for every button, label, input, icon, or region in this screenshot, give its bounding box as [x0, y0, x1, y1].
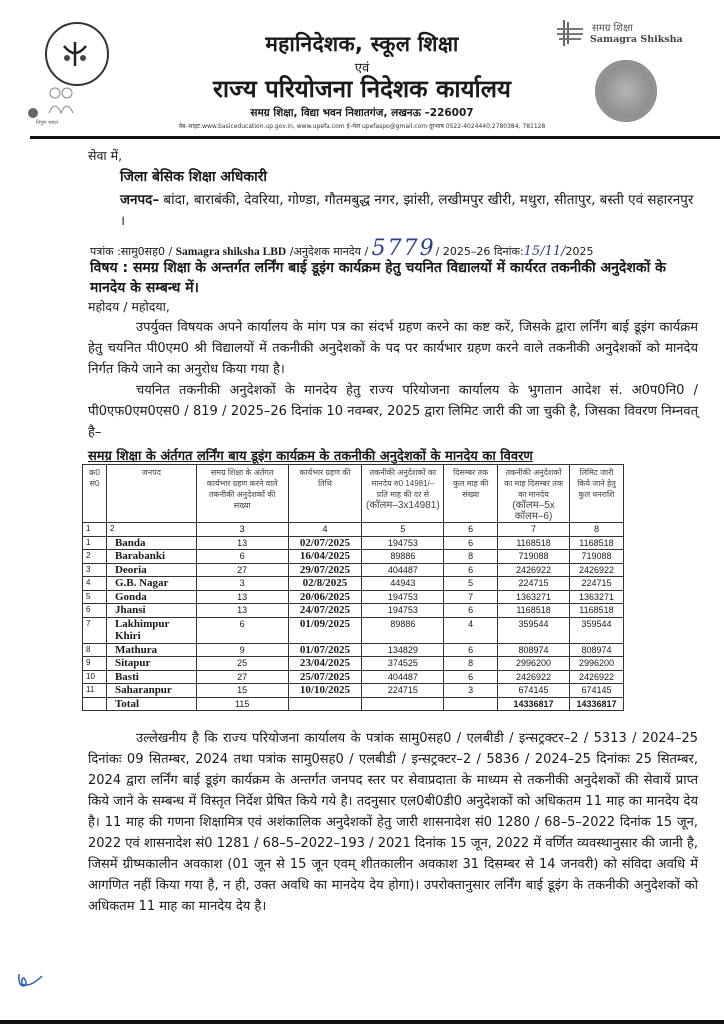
salutation-to: सेवा में,	[88, 148, 123, 163]
addressee-designation: जिला बेसिक शिक्षा अधिकारी	[120, 169, 268, 185]
total-honorarium: 14336817	[498, 697, 570, 711]
commemorative-seal	[595, 60, 657, 122]
column-number-row: 1 2 3 4 5 6 7 8	[83, 523, 624, 537]
office-title-line2: राज्य परियोजना निदेशक कार्यालय	[213, 75, 511, 103]
header-instructor-count: समग्र शिक्षा के अंर्तगत कार्यभार ग्रहण करने वाले तकनीकी अनुदेशकों की संख्या	[196, 465, 288, 523]
header-months-count: दिसम्बर तक कुल माह की संख्या	[444, 465, 498, 523]
total-limit: 14336817	[569, 697, 623, 711]
header-monthly-honorarium: तकनीकी अनुदेशकों का मानदेय रु0 14981/– प्रति माह की दर से (कॉलम–3x14981)	[362, 465, 444, 523]
handwritten-letter-date: 15/11/	[523, 244, 566, 259]
table-row: 8 Mathura 9 01/07/2025 134829 6 808974 808974	[83, 643, 624, 657]
table-row: 10 Basti 27 25/07/2025 404487 6 2426922 2426922	[83, 670, 624, 684]
header-divider	[30, 136, 720, 139]
samagra-shiksha-english-label: Samagra Shiksha	[590, 34, 683, 45]
samagra-shiksha-hindi-label: समग्र शिक्षा	[592, 23, 633, 34]
total-label: Total	[106, 697, 196, 711]
table-row: 5 Gonda 13 20/06/2025 194753 7 1363271 1363271	[83, 590, 624, 604]
salutation: महोदय / महोदया,	[88, 299, 170, 314]
header-honorarium-till-december: तकनीकी अनुदेशकों का माह दिसम्बर तक का मानदेय (कॉलम–5x कॉलम–6)	[498, 465, 570, 523]
office-contact-details: वेब–साइट:www.basiceducation.up.gov.in, www.upefa.com ई–मेल upefaspo@gmail.com दूरभाष 0522-4024440,2780384, 781128	[178, 123, 546, 130]
reference-year: / 2025–26 दिनांक:	[435, 245, 524, 258]
table-header-row	[83, 465, 624, 523]
reference-prefix: पत्रांक :सामु0सह0 /	[90, 245, 176, 258]
initials-signature-icon	[16, 968, 46, 990]
office-title-conjunction: एवं	[354, 61, 370, 76]
table-total-row	[83, 697, 624, 711]
reference-date-year: 2025	[565, 245, 594, 258]
body-paragraph-2: चयनित तकनीकी अनुदेशकों के मानदेय हेतु राज्य परियोजना कार्यालय के भुगतान आदेश सं. अ0प0नि0 / पी0एफ0एम0एस0 / 819 / 2025–26 दिनांक 10 नवम्बर, 2025 द्वारा लिमिट जारी की जा चुकी है, जिसका विवरण निम्नवत् है–	[88, 383, 698, 440]
total-count: 115	[196, 697, 288, 711]
header-note-col7: (कॉलम–5x कॉलम–6)	[512, 500, 555, 522]
table-row: 6 Jhansi 13 24/07/2025 194753 6 1168518 1168518	[83, 604, 624, 618]
handwritten-letter-number: 5779	[371, 236, 436, 261]
left-logo-caption: निपुण भारत	[36, 120, 58, 126]
page-bottom-edge	[0, 1020, 724, 1024]
table-row: 9 Sitapur 25 23/04/2025 374525 8 2996200 2996200	[83, 657, 624, 671]
table-row: 4 G.B. Nagar 3 02/8/2025 44943 5 224715 224715	[83, 577, 624, 591]
header-joining-date: कार्यभार ग्रहण की तिथि	[288, 465, 362, 523]
office-title-line1: महानिदेशक, स्कूल शिक्षा	[265, 32, 459, 56]
honorarium-table	[82, 464, 624, 711]
table-row: 3 Deoria 27 29/07/2025 404487 6 2426922 2426922	[83, 563, 624, 577]
table-row: 2 Barabanki 6 16/04/2025 89886 8 719088 719088	[83, 550, 624, 564]
districts-list: बांदा, बाराबंकी, देवरिया, गोण्डा, गौतमबुद्ध नगर, झांसी, लखीमपुर खीरी, मथुरा, सीतापुर, बस्ती एवं सहारनपुर ।	[120, 192, 694, 229]
table-title: समग्र शिक्षा के अंर्तगत लर्निंग बाय डूइंग कार्यक्रम के तकनीकी अनुदेशकों के मानदेय का विवरण	[88, 449, 533, 464]
office-address: समग्र शिक्षा, विद्या भवन निशातगंज, लखनऊ –226007	[250, 107, 474, 119]
reference-middle: /अनुदेशक मानदेय /	[286, 245, 372, 258]
districts-label: जनपद–	[120, 192, 160, 208]
header-note-col5: (कॉलम–3x14981)	[366, 500, 440, 511]
header-serial: क्र0 सं0	[83, 465, 107, 523]
body-paragraph-1: उपर्युक्त विषयक अपने कार्यालय के मांग पत्र का संदर्भ ग्रहण करने का कष्ट करें, जिसके द्वारा लर्निंग बाई डूइंग कार्यक्रम हेतु चयनित पी0एम0 श्री विद्यालयों में तकनीकी अनुदेशकों के पद पर कार्यभार ग्रहण करने वाले तकनीकी अनुदेशकों को मानदेय निर्गत किये जाने का अनुरोध किया गया है।	[88, 320, 698, 377]
header-limit-amount: लिमिट जारी किये जाने हेतु कुल धनराशि	[569, 465, 623, 523]
table-row: 11 Saharanpur 15 10/10/2025 224715 3 674145 674145	[83, 684, 624, 698]
body-paragraph-3: उल्लेखनीय है कि राज्य परियोजना कार्यालय के पत्रांक सामु0सह0 / एलबीडी / इन्सट्रक्टर–2 / 5313 / 2024–25 दिनांकः 09 सितम्बर, 2024 तथा पत्रांक सामु0सह0 / एलबीडी / इन्सट्रक्टर–2 / 5836 / 2024–25 दिनांकः 25 सितम्बर, 2024 द्वारा लर्निंग बाई डूइंग कार्यक्रम के अन्तर्गत जनपद स्तर पर सेवाप्रदाता के माध्यम से तकनीकी अनुदेशकों की सेवायें प्राप्त किये जाने के सम्बन्ध में विस्तृत निर्देश प्रेषित किये गये है। तदनुसार एल0बी0डी0 अनुदेशकों को अधिकतम 11 माह का मानदेय देय है। 11 माह की गणना शिक्षामित्र एवं अशंकालिक अनुदेशकों हेतु जारी शासनादेश सं0 1280 / 68–5–2022 दिनांक 15 जून, 2022 एवं शासनादेश सं0 1281 / 68–5–2022–193 / 2021 दिनांक 15 जून, 2022 में वर्णित व्यवस्थानुसार की जानी है, जिसमें ग्रीष्मकालीन अवकाश (01 जून से 15 जून एवम् शीतकालीन अवकाश 31 दिसम्बर से 14 जनवरी) को संविदा अवधि में आगणित नहीं किया गया है, न ही, उक्त अवधि का मानदेय देय होगा)। उपरोक्तानुसार लर्निंग बाई डूइंग के तकनीकी अनुदेशकों को अधिकतम 11 माह का मानदेय देय है।	[88, 731, 698, 914]
addressee-districts	[120, 190, 695, 232]
samagra-shiksha-logo-icon	[555, 18, 585, 48]
header-district: जनपद	[106, 465, 196, 523]
table-row: 7 Lakhimpur Khiri 6 01/09/2025 89886 4 359544 359544	[83, 617, 624, 643]
letter-subject: विषय : समग्र शिक्षा के अन्तर्गत लर्निंग बाई डूइंग कार्यक्रम हेतु चयनित विद्यालयों में कार्यरत तकनीकी अनुदेशकों के मानदेय के सम्बन्ध में।	[90, 260, 666, 296]
table-row: 1 Banda 13 02/07/2025 194753 6 1168518 1168518	[83, 536, 624, 550]
reference-english: Samagra shiksha LBD	[175, 246, 287, 258]
